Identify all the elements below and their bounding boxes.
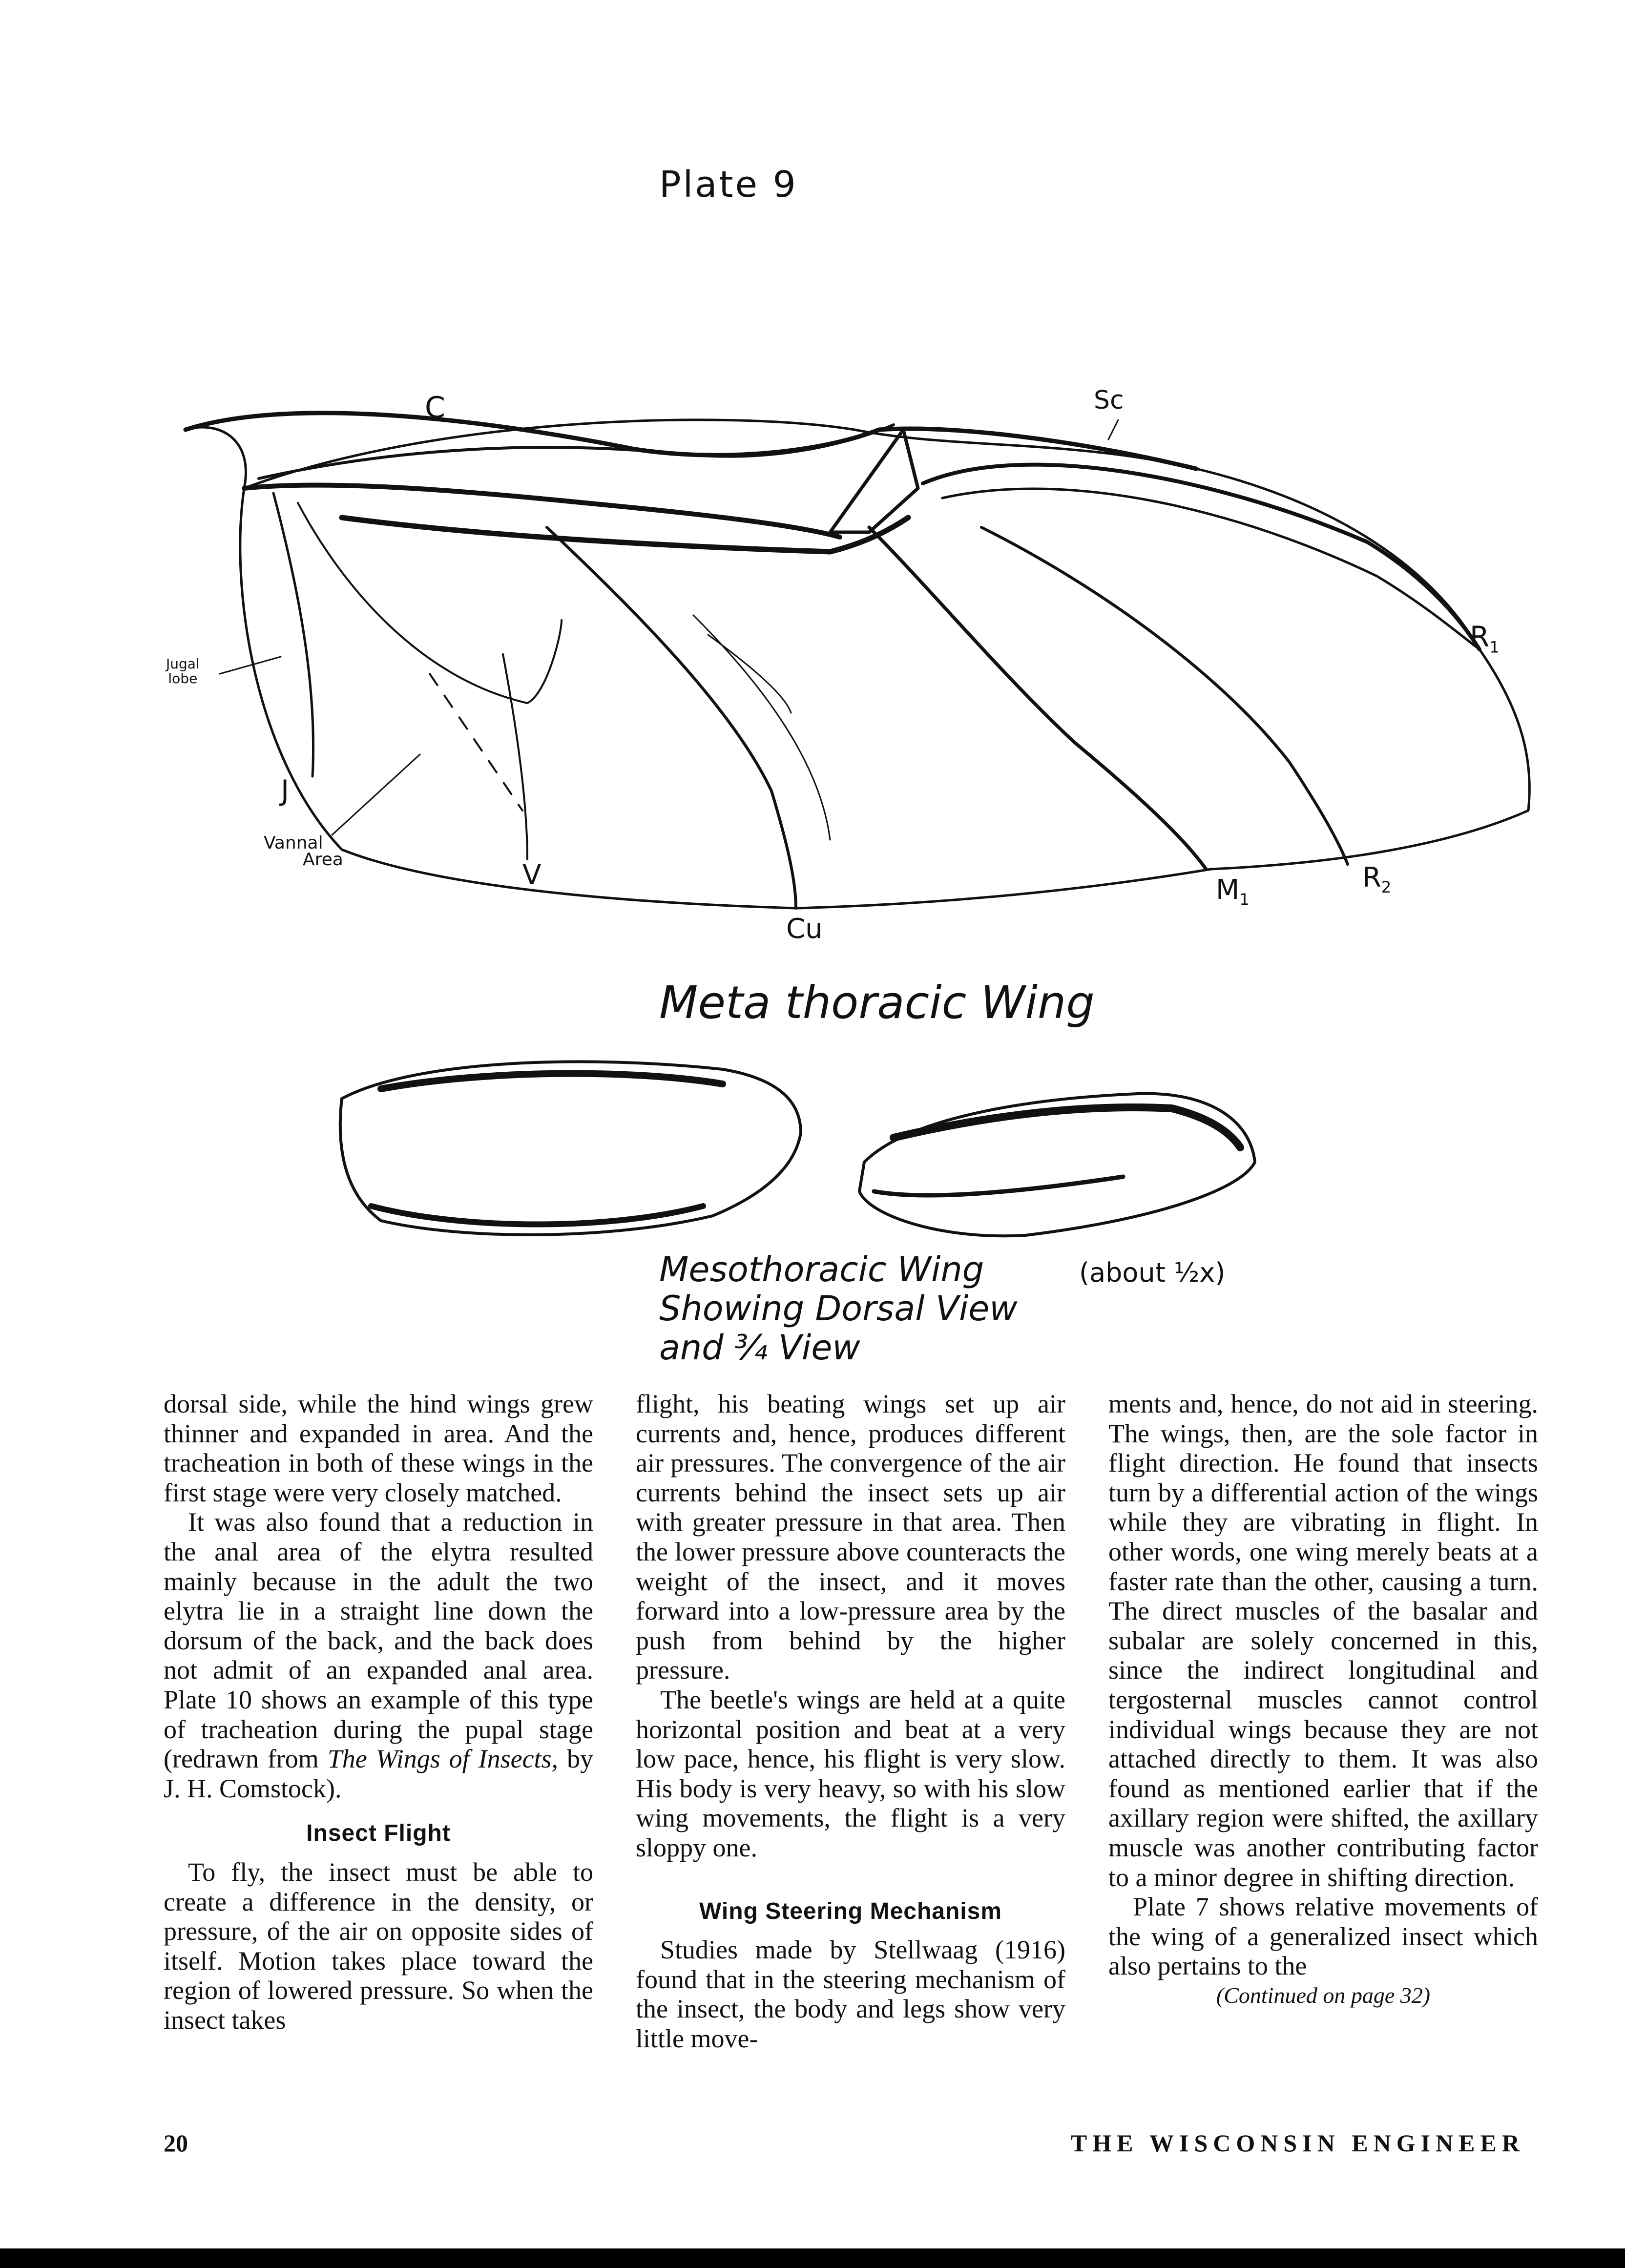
paragraph: The beetle's wings are held at a quite horizontal position and beat at a very low pace, hence, his flight is very slow. His body is very heavy, so with his slow wing movements, the flight is a very sloppy one. — [636, 1685, 1065, 1862]
elytron-three-quarter-under — [874, 1177, 1123, 1195]
section-heading: Wing Steering Mechanism — [699, 1898, 1002, 1924]
vannal-vein — [503, 654, 527, 859]
scan-border — [0, 2248, 1625, 2268]
mesothoracic-caption: Mesothoracic Wing Showing Dorsal View and ¾ View — [659, 1249, 1018, 1368]
r2-vein — [981, 527, 1348, 864]
paragraph: Studies made by Stellwaag (1916) found that in the steering mechanism of the insect, the body and legs show very little move- — [636, 1935, 1065, 2053]
label-jugal-lobe: Jugal lobe — [166, 656, 200, 687]
label-cu: Cu — [786, 913, 823, 945]
label-c: C — [425, 391, 445, 425]
label-r2: $R_2$ — [1362, 862, 1392, 897]
label-v: V — [522, 859, 542, 891]
cu-secondary — [693, 615, 830, 840]
sc-pointer — [1108, 420, 1118, 439]
r1-vein-inner — [942, 489, 1479, 649]
v-dash — [430, 674, 522, 811]
label-vannal-area: Vannal Area — [264, 833, 343, 870]
scale-note: (about ½x) — [1079, 1257, 1226, 1288]
paragraph: ments and, hence, do not aid in steering. The wings, then, are the sole factor in flight direction. He found that insects turn by a differential action of the wings while they are vibrating in flight. In other words, one wing merely beats at a faster rate than the other, causing a turn. The direct muscles of the basalar and subalar are solely concerned in this, since the indirect longitudinal and tergosternal muscles cannot control individual wings because they are not attached directly to them. It was also found as mentioned earlier that if the axillary region were shifted, the axillary muscle was another contributing factor to a minor degree in shifting direction. — [1108, 1389, 1538, 1892]
page-number: 20 — [164, 2129, 188, 2157]
text-column-2 — [636, 1389, 1065, 2053]
vannal-pointer — [332, 754, 420, 835]
label-sc: Sc — [1094, 386, 1124, 415]
hind-wing-outline — [240, 420, 1529, 908]
section-heading: Insect Flight — [306, 1820, 451, 1847]
m1-vein — [869, 527, 1206, 869]
paragraph: Plate 7 shows relative movements of the wing of a generalized insect which also pertains to the — [1108, 1892, 1538, 1981]
jugal-pointer — [220, 657, 281, 674]
paragraph: flight, his beating wings set up air currents and, hence, produces different air pressures. The convergence of the air currents behind the insect sets up air with greater pressure in that area. Then the lower pressure above counteracts the weight of the insect, and it moves forward into a low-pressure area by the push from behind by the higher pressure. — [636, 1389, 1065, 1685]
elytron-dorsal — [340, 1061, 801, 1234]
metathoracic-caption: Meta thoracic Wing — [659, 977, 1095, 1029]
label-j: J — [281, 774, 290, 807]
plate-title: Plate 9 — [659, 164, 798, 206]
label-m1: $M_1$ — [1216, 874, 1250, 909]
wing-base-hook — [186, 427, 246, 488]
elytron-dorsal-rim — [381, 1074, 723, 1089]
costa-vein-inner — [244, 485, 840, 537]
cu-branch — [708, 635, 791, 713]
text-column-3 — [1108, 1389, 1538, 2010]
cu-vein — [547, 527, 796, 908]
continued-note: (Continued on page 32) — [1216, 1982, 1431, 2008]
journal-name: THE WISCONSIN ENGINEER — [1070, 2129, 1525, 2157]
elytron-dorsal-bottom — [371, 1206, 703, 1225]
text-column-1 — [164, 1389, 593, 2035]
label-r1: $R_1$ — [1470, 620, 1500, 657]
paragraph: It was also found that a reduction in the anal area of the elytra resulted mainly because in the adult the two elytra lie in a straight line down the dorsum of the back, and the back does not admit of an expanded anal area. Plate 10 shows an example of this type of tracheation during the pupal stage (redrawn from The Wings of Insects, by J. H. Comstock). — [164, 1507, 594, 1803]
elytron-three-quarter-rim — [894, 1107, 1240, 1147]
paragraph: dorsal side, while the hind wings grew thinner and expanded in area. And the tracheation in both of these wings in the first stage were very closely matched. — [164, 1389, 593, 1507]
jugal-fold — [273, 493, 313, 776]
subcosta-vein — [259, 425, 894, 479]
paragraph: To fly, the insect must be able to create a difference in the density, or pressure, of the air on opposite sides of itself. Motion takes place toward the region of lowered pressure. So when the insect takes — [164, 1857, 593, 2035]
